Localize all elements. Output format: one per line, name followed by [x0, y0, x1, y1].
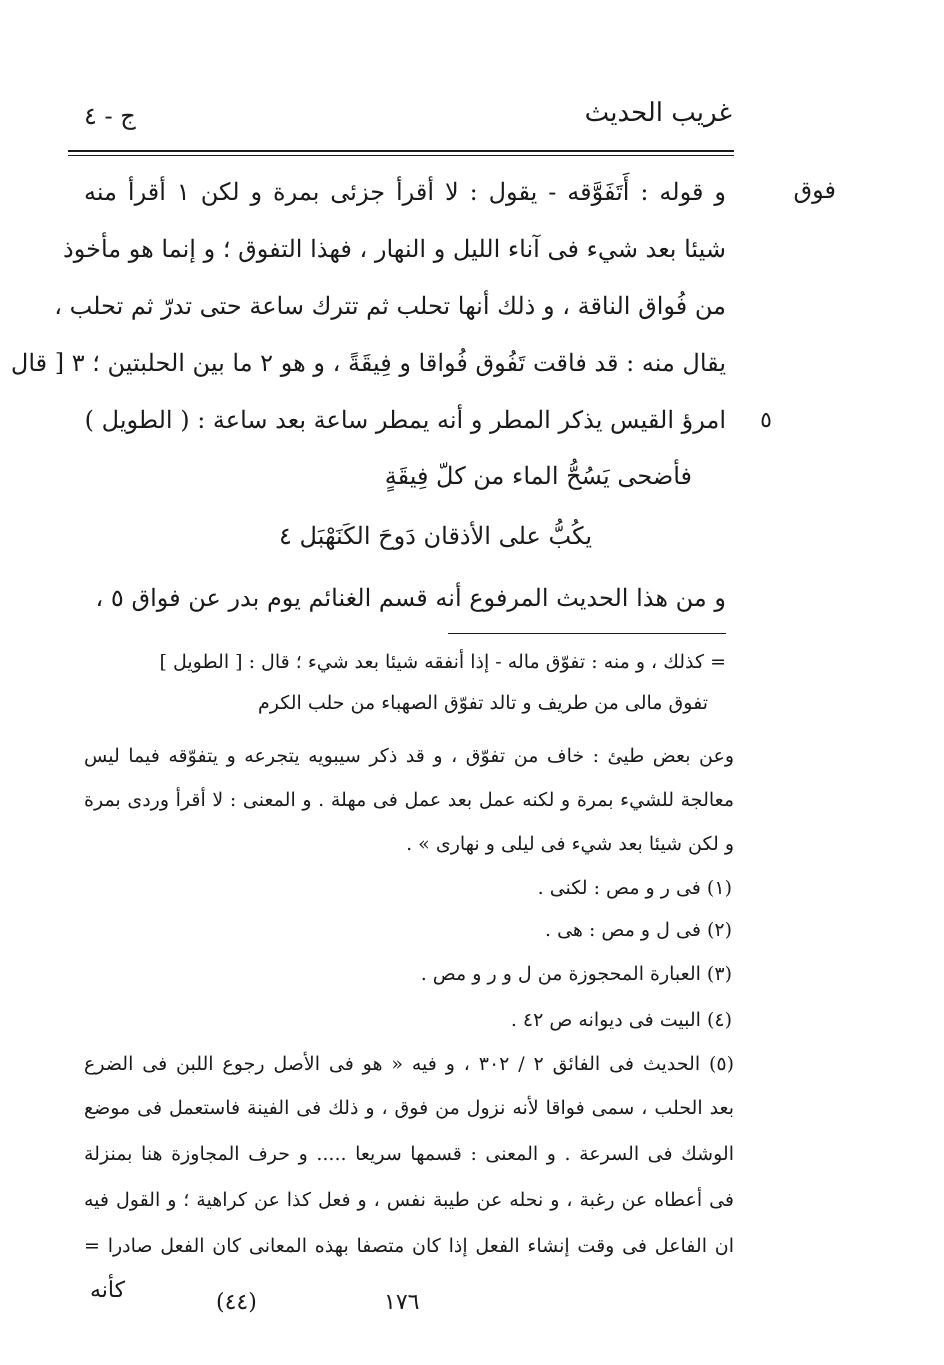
catchword: كأنه — [90, 1278, 126, 1303]
footnote-line: (٥) الحديث فى الفائق ٢ / ٣٠٢ ، و فيه « هو فى الأصل رجوع اللبن فى الضرع — [84, 1053, 735, 1075]
main-line: يقال منه : قد فاقت تَفُوق فُواقا و فِيقَةً ، و هو ٢ ما بين الحلبتين ؛ ٣ [ قال — [10, 349, 726, 377]
page-number: ١٧٦ — [384, 1290, 420, 1315]
main-line: امرؤ القيس يذكر المطر و أنه يمطر ساعة بعد ساعة : ( الطويل ) — [84, 406, 726, 434]
volume-indicator: ج - ٤ — [84, 102, 136, 130]
main-line: و من هذا الحديث المرفوع أنه قسم الغنائم يوم بدر عن فواق ٥ ، — [95, 584, 726, 612]
margin-line-number: ٥ — [760, 408, 772, 433]
header-rule — [68, 150, 734, 152]
footnote-line: وعن بعض طيئ : خاف من تفوّق ، و قد ذكر سيبويه يتجرعه و يتفوّقه فيما ليس — [84, 745, 734, 767]
footnote-rule — [448, 633, 726, 634]
verse-hemistich-1: فأضحى يَسُحُّ الماء من كلّ فِيقَةٍ — [384, 462, 692, 490]
footnote-item: (٤) البيت فى ديوانه ص ٤٢ . — [510, 1009, 732, 1031]
footnote-item: (١) فى ر و مص : لكنى . — [537, 877, 732, 899]
footnote-verse: تفوق مالى من طريف و تالد تفوّق الصهباء من حلب الكرم — [257, 692, 708, 714]
footnote-item: (٣) العبارة المحجوزة من ل و ر و مص . — [420, 963, 732, 985]
footnote-line: الوشك فى السرعة . و المعنى : قسمها سريعا ..... و حرف المجاوزة هنا بمنزلة — [84, 1143, 734, 1165]
main-line: و قوله : أَتَفَوَّقه - يقول : لا أقرأ جزئى بمرة و لكن ١ أقرأ منه — [84, 178, 726, 206]
header-rule-thin — [68, 155, 734, 156]
juz-number: (٤٤) — [216, 1290, 257, 1315]
footnote-item: (٢) فى ل و مص : هى . — [545, 919, 732, 941]
main-line: شيئا بعد شيء فى آناء الليل و النهار ، فهذا التفوق ؛ و إنما هو مأخوذ — [63, 235, 726, 263]
footnote-line: فى أعطاه عن رغبة ، و نحله عن طيبة نفس ، و فعل كذا عن كراهية ؛ و القول فيه — [84, 1189, 734, 1211]
verse-hemistich-2: يكُبُّ على الأذقان دَوحَ الكَنَهْبَل ٤ — [279, 522, 592, 550]
main-line: من فُواق الناقة ، و ذلك أنها تحلب ثم تترك ساعة حتى تدرّ ثم تحلب ، — [54, 292, 726, 320]
footnote-line: ان الفاعل فى وقت إنشاء الفعل إذا كان متصفا بهذه المعانى كان الفعل صادرا = — [84, 1235, 734, 1257]
footnote-line: معالجة للشيء بمرة و لكنه عمل بعد عمل فى مهلة . و المعنى : لا أقرأ وردى بمرة — [84, 789, 734, 811]
footnote-line: و لكن شيئا بعد شيء فى ليلى و نهارى » . — [406, 833, 734, 855]
footnote-line: = كذلك ، و منه : تفوّق ماله - إذا أنفقه شيئا بعد شيء ؛ قال : [ الطويل ] — [159, 651, 726, 673]
running-title: غريب الحديث — [584, 98, 732, 128]
footnote-line: بعد الحلب ، سمى فواقا لأنه نزول من فوق ، و ذلك فى الفينة فاستعمل فى موضع — [84, 1097, 734, 1119]
margin-entry-word: فوق — [793, 176, 836, 204]
